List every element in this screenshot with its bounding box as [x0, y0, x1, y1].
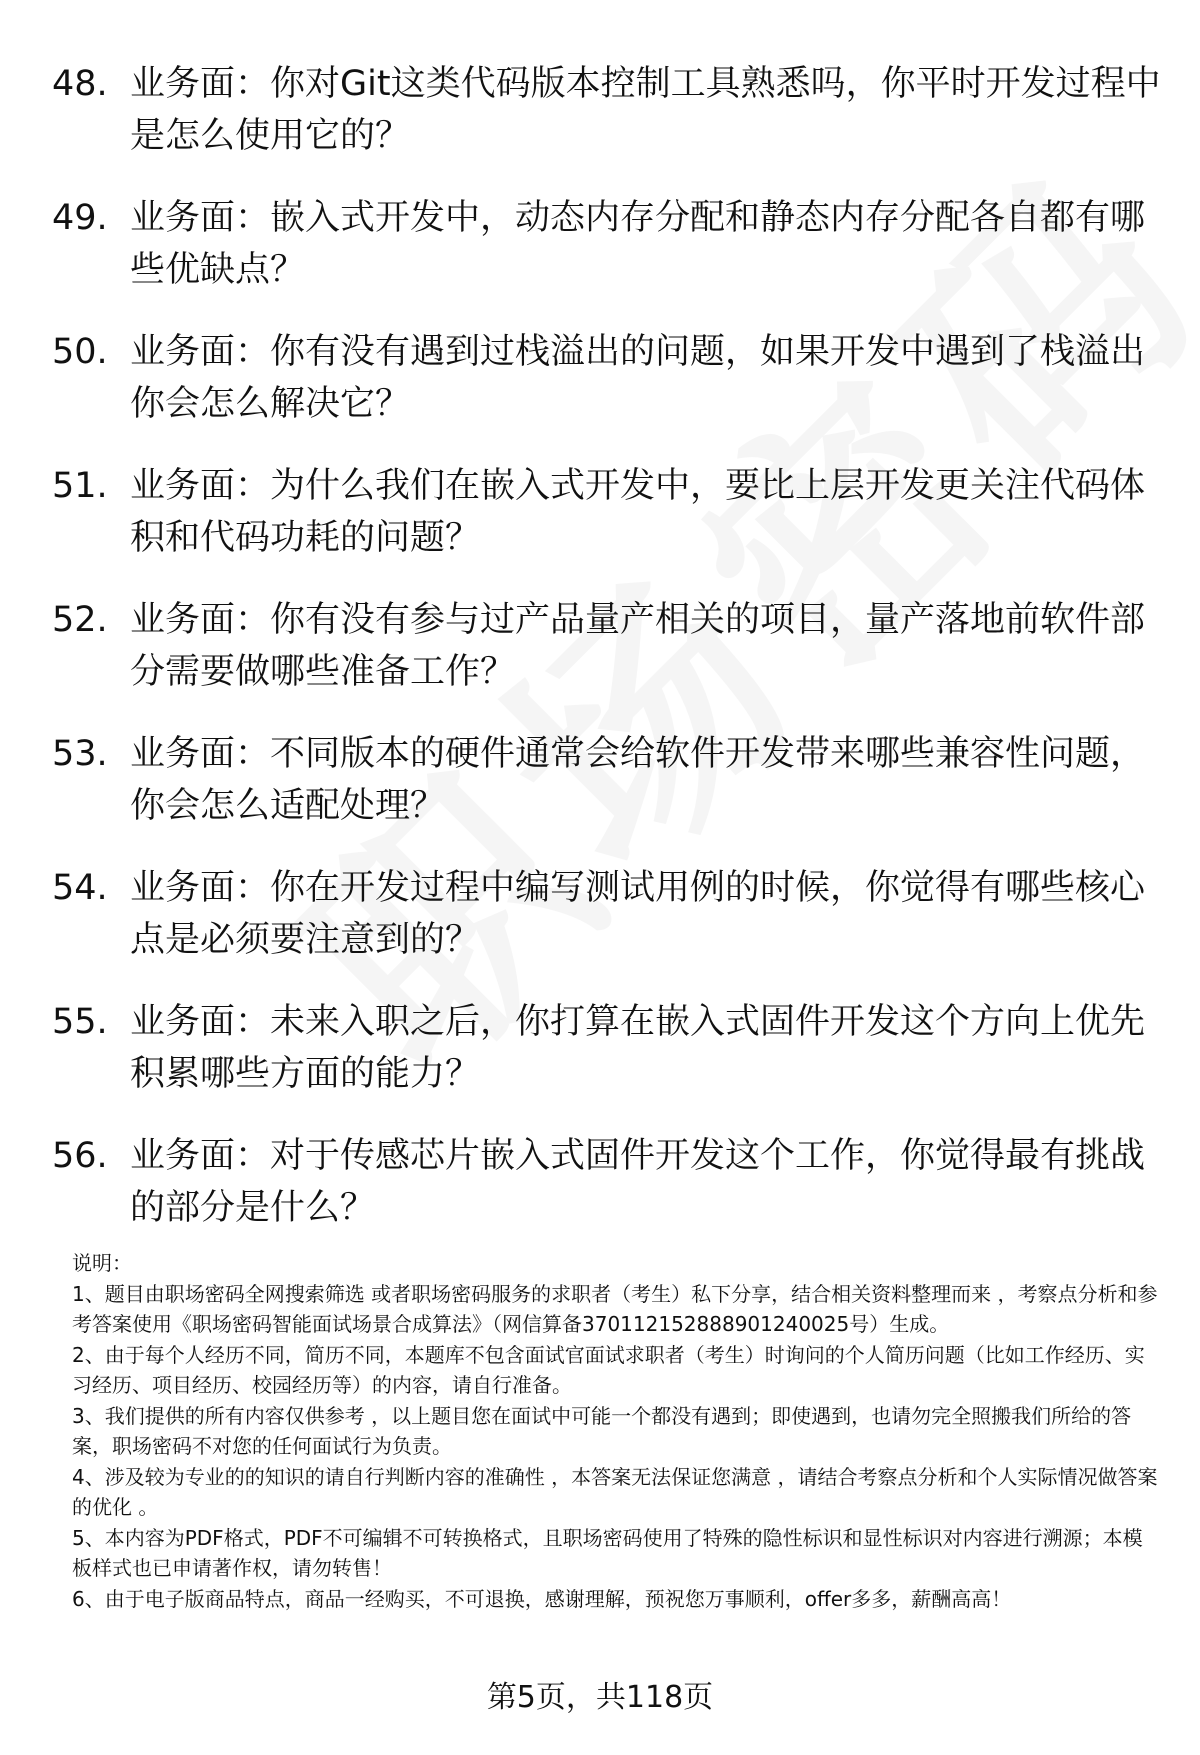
question-item: [52, 460, 1162, 564]
question-number: 52.: [52, 600, 108, 640]
note-item: 3、我们提供的所有内容仅供参考 ，以上题目您在面试中可能一个都没有遇到；即使遇到，也请勿完全照搬我们所给的答案，职场密码不对您的任何面试行为负责。: [72, 1403, 1132, 1458]
question-text: 业务面：你对Git这类代码版本控制工具熟悉吗，你平时开发过程中是怎么使用它的？: [130, 64, 1161, 156]
note-item: 6、由于电子版商品特点，商品一经购买，不可退换，感谢理解，预祝您万事顺利，offer多多，薪酬高高！: [72, 1586, 1012, 1611]
question-item: [52, 728, 1162, 832]
question-number: 49.: [52, 198, 108, 238]
notes-title: 说明：: [72, 1251, 132, 1275]
question-list: [52, 58, 1162, 1264]
note-item: 1、题目由职场密码全网搜索筛选 或者职场密码服务的求职者（考生）私下分享，结合相关资料整理而来 ，考察点分析和参考答案使用《职场密码智能面试场景合成算法》（网信算备370112152888901240025号）生成。: [72, 1281, 1158, 1336]
notes-section: [72, 1248, 1162, 1614]
note-item: 4、涉及较为专业的的知识的请自行判断内容的准确性 ，本答案无法保证您满意 ，请结合考察点分析和个人实际情况做答案的优化 。: [72, 1464, 1158, 1519]
question-number: 48.: [52, 64, 108, 104]
question-item: [52, 326, 1162, 430]
question-text: 业务面：嵌入式开发中，动态内存分配和静态内存分配各自都有哪些优缺点？: [130, 198, 1146, 290]
question-text: 业务面：你在开发过程中编写测试用例的时候，你觉得有哪些核心点是必须要注意到的？: [130, 868, 1146, 960]
note-item: 2、由于每个人经历不同，简历不同，本题库不包含面试官面试求职者（考生）时询问的个人简历问题（比如工作经历、实习经历、项目经历、校园经历等）的内容，请自行准备。: [72, 1342, 1145, 1397]
question-item: [52, 862, 1162, 966]
question-number: 51.: [52, 466, 108, 506]
question-text: 业务面：你有没有参与过产品量产相关的项目，量产落地前软件部分需要做哪些准备工作？: [130, 600, 1146, 692]
question-number: 55.: [52, 1002, 108, 1042]
question-item: [52, 996, 1162, 1100]
question-item: [52, 192, 1162, 296]
question-number: 50.: [52, 332, 108, 372]
question-number: 54.: [52, 868, 108, 908]
question-item: [52, 594, 1162, 698]
note-item: 5、本内容为PDF格式，PDF不可编辑不可转换格式，且职场密码使用了特殊的隐性标识和显性标识对内容进行溯源；本模板样式也已申请著作权，请勿转售！: [72, 1525, 1143, 1580]
page-number: 第5页，共118页: [486, 1680, 714, 1715]
question-text: 业务面：对于传感芯片嵌入式固件开发这个工作，你觉得最有挑战的部分是什么？: [130, 1136, 1146, 1228]
question-text: 业务面：不同版本的硬件通常会给软件开发带来哪些兼容性问题，你会怎么适配处理？: [130, 734, 1146, 826]
question-text: 业务面：未来入职之后，你打算在嵌入式固件开发这个方向上优先积累哪些方面的能力？: [130, 1002, 1146, 1094]
question-item: [52, 1130, 1162, 1234]
question-number: 56.: [52, 1136, 108, 1176]
question-text: 业务面：为什么我们在嵌入式开发中，要比上层开发更关注代码体积和代码功耗的问题？: [130, 466, 1146, 558]
question-text: 业务面：你有没有遇到过栈溢出的问题，如果开发中遇到了栈溢出你会怎么解决它？: [130, 332, 1146, 424]
question-number: 53.: [52, 734, 108, 774]
question-item: [52, 58, 1162, 162]
